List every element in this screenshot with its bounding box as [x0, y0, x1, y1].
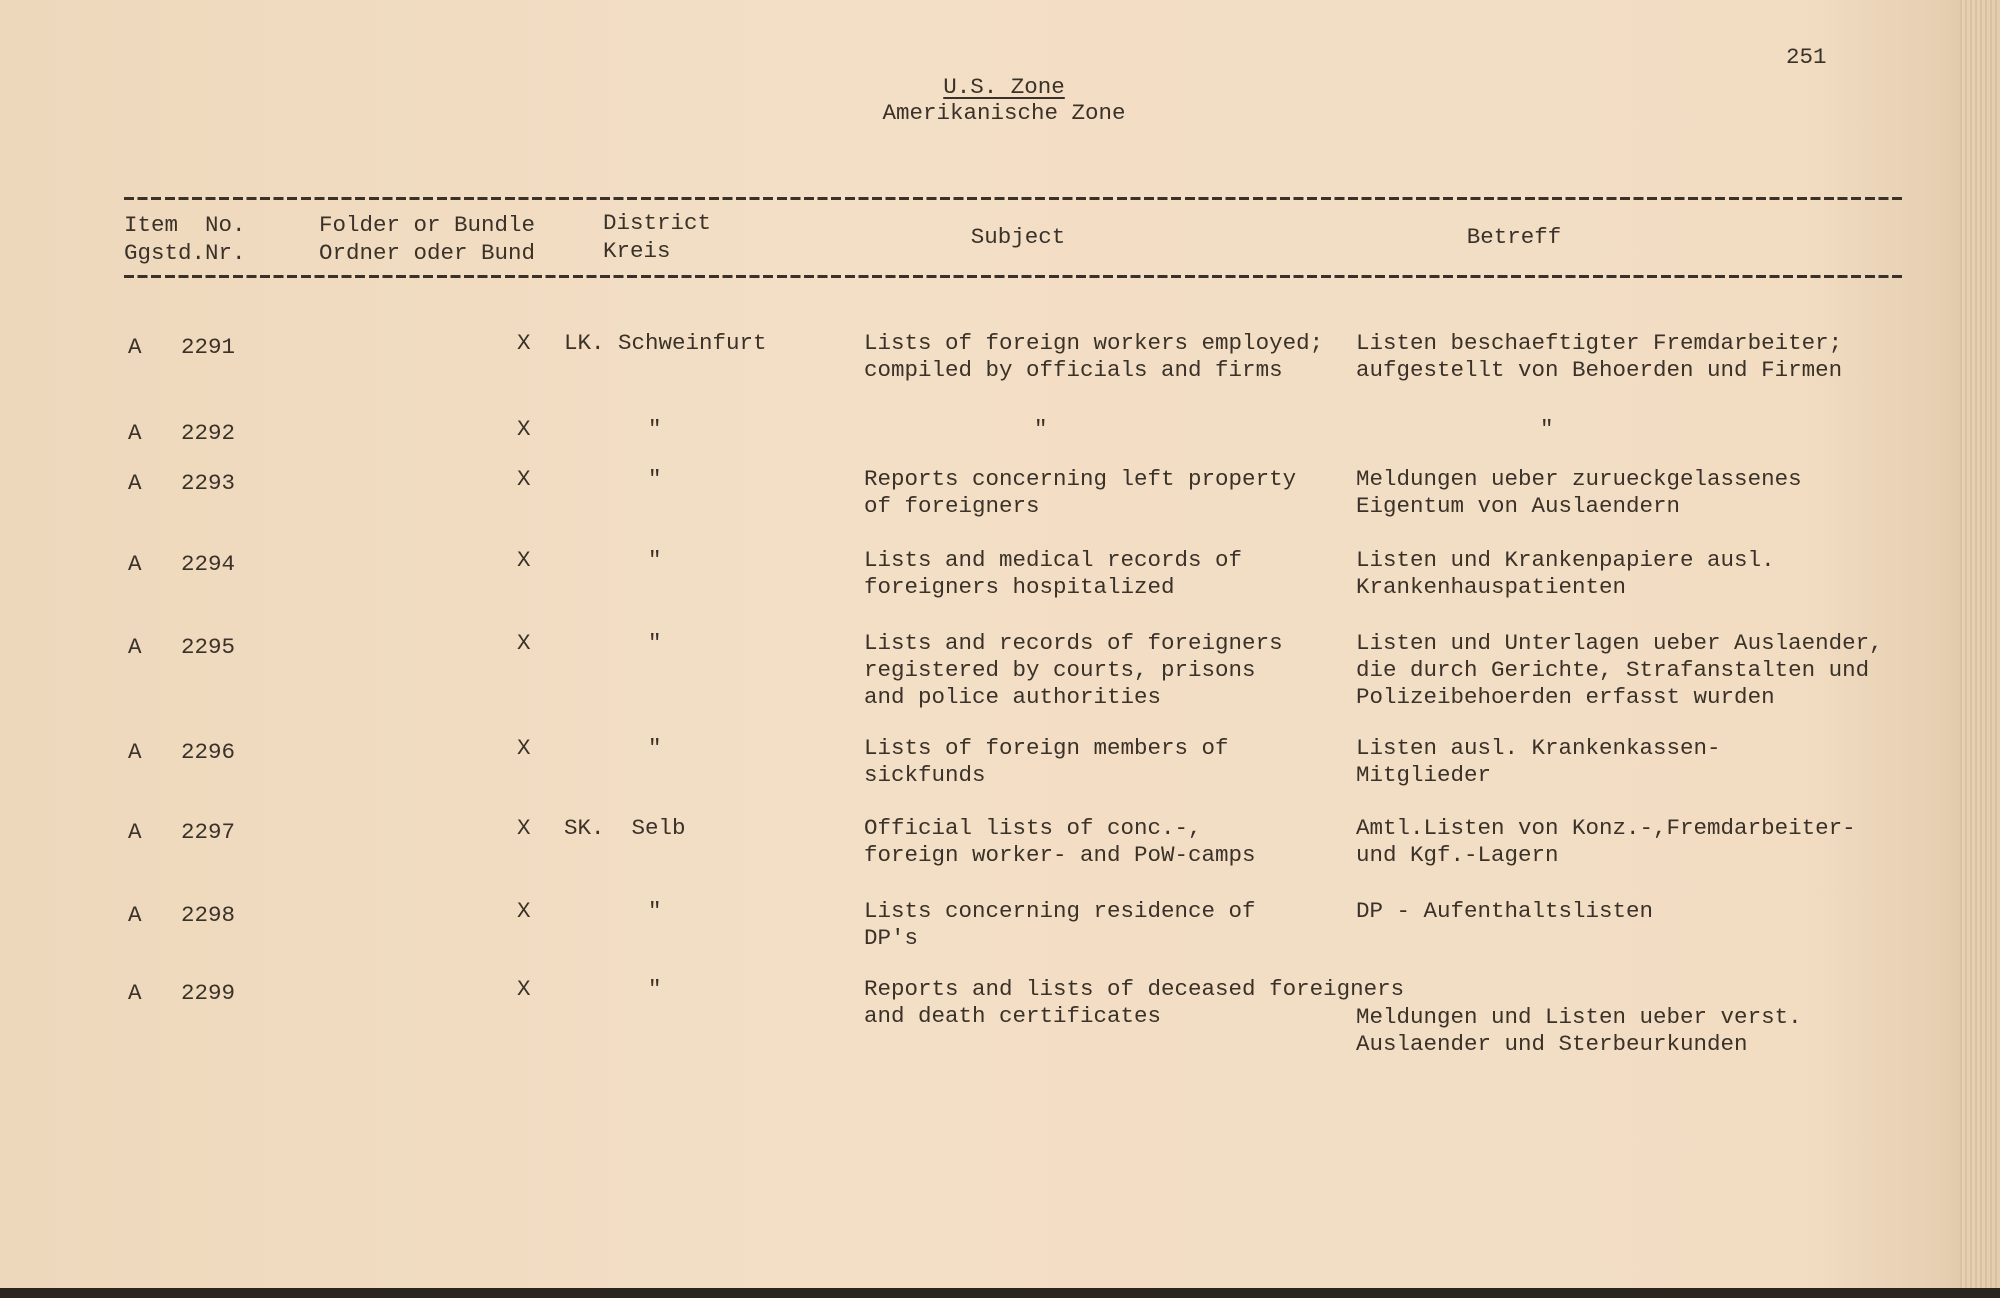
- header-item-en: Item No.: [124, 212, 246, 238]
- page-subtitle: Amerikanische Zone: [882, 100, 1126, 126]
- item-number: 2299: [181, 980, 236, 1006]
- header-subject: Subject: [970, 224, 1066, 250]
- item-number: 2298: [181, 902, 236, 928]
- item-number: 2297: [181, 819, 236, 845]
- betreff: Listen und Unterlagen ueber Auslaender, die durch Gerichte, Strafanstalten und Polizeibehoerden erfasst wurden: [1356, 630, 1883, 710]
- scan-border: [0, 1288, 2000, 1298]
- subject: Lists concerning residence of DP's: [864, 898, 1256, 951]
- item-letter: A: [128, 470, 142, 496]
- item-number: 2291: [181, 334, 236, 360]
- folder-mark: X: [517, 898, 531, 924]
- item-number: 2296: [181, 739, 236, 765]
- page-number: 251: [1786, 44, 1827, 70]
- page-title: U.S. Zone: [943, 74, 1065, 100]
- item-number: 2292: [181, 420, 236, 446]
- header-district-en: District: [603, 210, 712, 236]
- folder-mark: X: [517, 976, 531, 1002]
- district: ": [648, 735, 662, 761]
- header-divider-top: [124, 197, 1904, 200]
- district: ": [648, 630, 662, 656]
- district: SK. Selb: [564, 815, 686, 841]
- folder-mark: X: [517, 815, 531, 841]
- item-number: 2293: [181, 470, 236, 496]
- folder-mark: X: [517, 330, 531, 356]
- header-district-de: Kreis: [603, 238, 671, 264]
- subject: Lists and records of foreigners registered by courts, prisons and police authorities: [864, 630, 1283, 710]
- item-number: 2295: [181, 634, 236, 660]
- district: ": [648, 466, 662, 492]
- betreff: ": [1540, 416, 1554, 442]
- folder-mark: X: [517, 735, 531, 761]
- subject: ": [1034, 416, 1048, 442]
- header-divider-bottom: [124, 275, 1904, 278]
- item-number: 2294: [181, 551, 236, 577]
- betreff: Meldungen und Listen ueber verst. Auslaender und Sterbeurkunden: [1356, 1004, 1802, 1057]
- header-betreff: Betreff: [1466, 224, 1562, 250]
- betreff: DP - Aufenthaltslisten: [1356, 898, 1654, 924]
- item-letter: A: [128, 980, 142, 1006]
- district: ": [648, 416, 662, 442]
- header-folder-en: Folder or Bundle: [319, 212, 536, 238]
- subject: Lists of foreign workers employed; compiled by officials and firms: [864, 330, 1324, 383]
- folder-mark: X: [517, 416, 531, 442]
- subject: Reports and lists of deceased foreigners and death certificates: [864, 976, 1405, 1029]
- subject: Lists and medical records of foreigners hospitalized: [864, 547, 1243, 600]
- district: ": [648, 547, 662, 573]
- item-letter: A: [128, 551, 142, 577]
- betreff: Amtl.Listen von Konz.-,Fremdarbeiter- und Kgf.-Lagern: [1356, 815, 1856, 868]
- district: ": [648, 976, 662, 1002]
- item-letter: A: [128, 819, 142, 845]
- subject: Official lists of conc.-, foreign worker- and PoW-camps: [864, 815, 1256, 868]
- betreff: Listen ausl. Krankenkassen- Mitglieder: [1356, 735, 1721, 788]
- folder-mark: X: [517, 466, 531, 492]
- item-letter: A: [128, 739, 142, 765]
- page-edge: [1960, 0, 2000, 1298]
- district: ": [648, 898, 662, 924]
- item-letter: A: [128, 420, 142, 446]
- betreff: Listen und Krankenpapiere ausl. Krankenhauspatienten: [1356, 547, 1775, 600]
- subject: Lists of foreign members of sickfunds: [864, 735, 1229, 788]
- subject: Reports concerning left property of foreigners: [864, 466, 1297, 519]
- folder-mark: X: [517, 547, 531, 573]
- betreff: Listen beschaeftigter Fremdarbeiter; aufgestellt von Behoerden und Firmen: [1356, 330, 1843, 383]
- folder-mark: X: [517, 630, 531, 656]
- item-letter: A: [128, 634, 142, 660]
- header-item-de: Ggstd.Nr.: [124, 240, 246, 266]
- item-letter: A: [128, 334, 142, 360]
- item-letter: A: [128, 902, 142, 928]
- district: LK. Schweinfurt: [564, 330, 767, 356]
- header-folder-de: Ordner oder Bund: [319, 240, 536, 266]
- betreff: Meldungen ueber zurueckgelassenes Eigentum von Auslaendern: [1356, 466, 1802, 519]
